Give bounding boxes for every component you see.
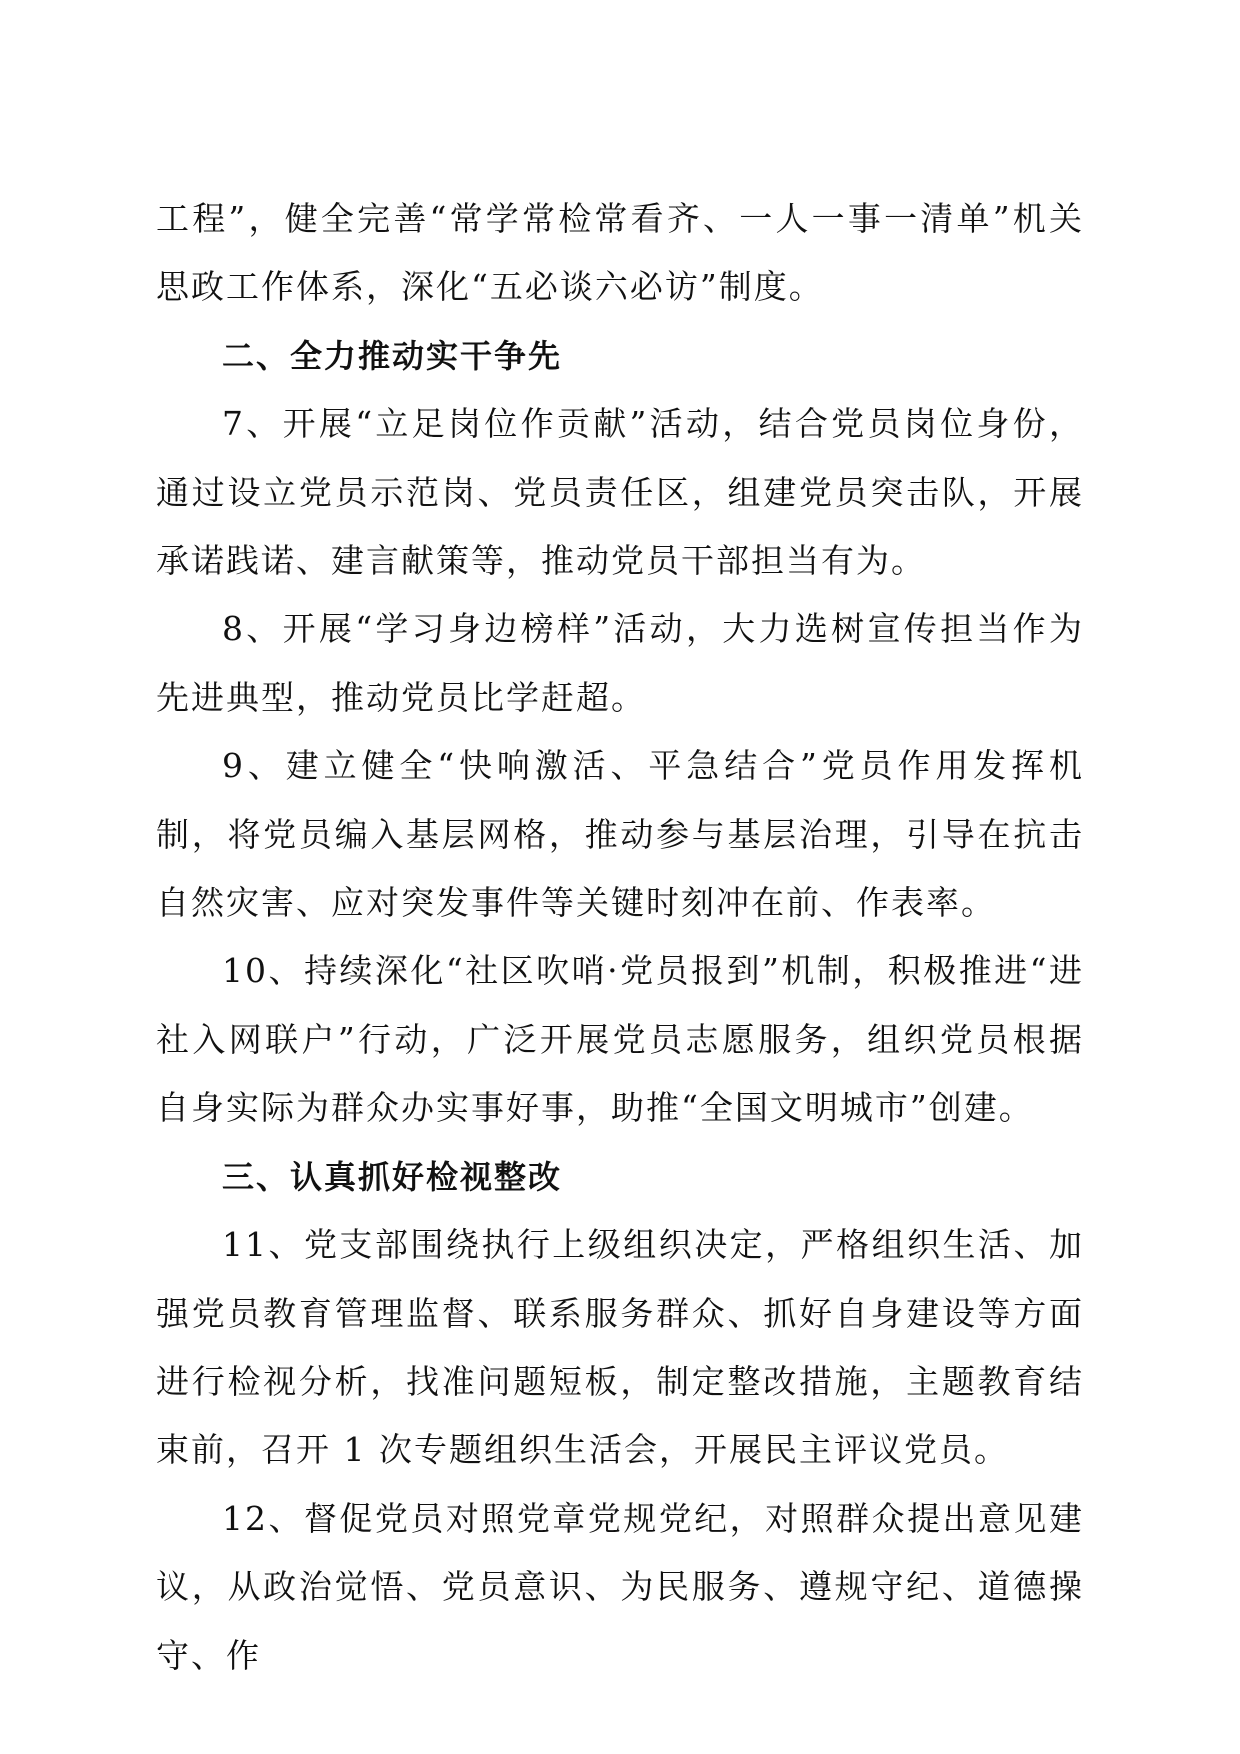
paragraph-item-12: 12、督促党员对照党章党规党纪，对照群众提出意见建议，从政治觉悟、党员意识、为民服务、遵规守纪、道德操守、作 <box>156 1498 1084 1675</box>
section-heading-3: 三、认真抓好检视整改 <box>222 1157 563 1196</box>
paragraph-item-8: 8、开展“学习身边榜样”活动，大力选树宣传担当作为先进典型，推动党员比学赶超。 <box>156 609 1084 717</box>
paragraph-item-9: 9、建立健全“快响激活、平急结合”党员作用发挥机制，将党员编入基层网格，推动参与基层治理，引导在抗击自然灾害、应对突发事件等关键时刻冲在前、作表率。 <box>156 746 1084 923</box>
paragraph-item-7: 7、开展“立足岗位作贡献”活动，结合党员岗位身份，通过设立党员示范岗、党员责任区，组建党员突击队，开展承诺践诺、建言献策等，推动党员干部担当有为。 <box>156 404 1084 581</box>
section-heading-2: 二、全力推动实干争先 <box>222 336 563 375</box>
document-body <box>156 185 1084 1690</box>
paragraph-item-10: 10、持续深化“社区吹哨·党员报到”机制，积极推进“进社入网联户”行动，广泛开展党员志愿服务，组织党员根据自身实际为群众办实事好事，助推“全国文明城市”创建。 <box>156 951 1084 1128</box>
paragraph-continuation: 工程”，健全完善“常学常检常看齐、一人一事一清单”机关思政工作体系，深化“五必谈六必访”制度。 <box>156 199 1084 307</box>
paragraph-item-11: 11、党支部围绕执行上级组织决定，严格组织生活、加强党员教育管理监督、联系服务群众、抓好自身建设等方面进行检视分析，找准问题短板，制定整改措施，主题教育结束前，召开 1 次专题组织生活会，开展民主评议党员。 <box>156 1225 1084 1470</box>
